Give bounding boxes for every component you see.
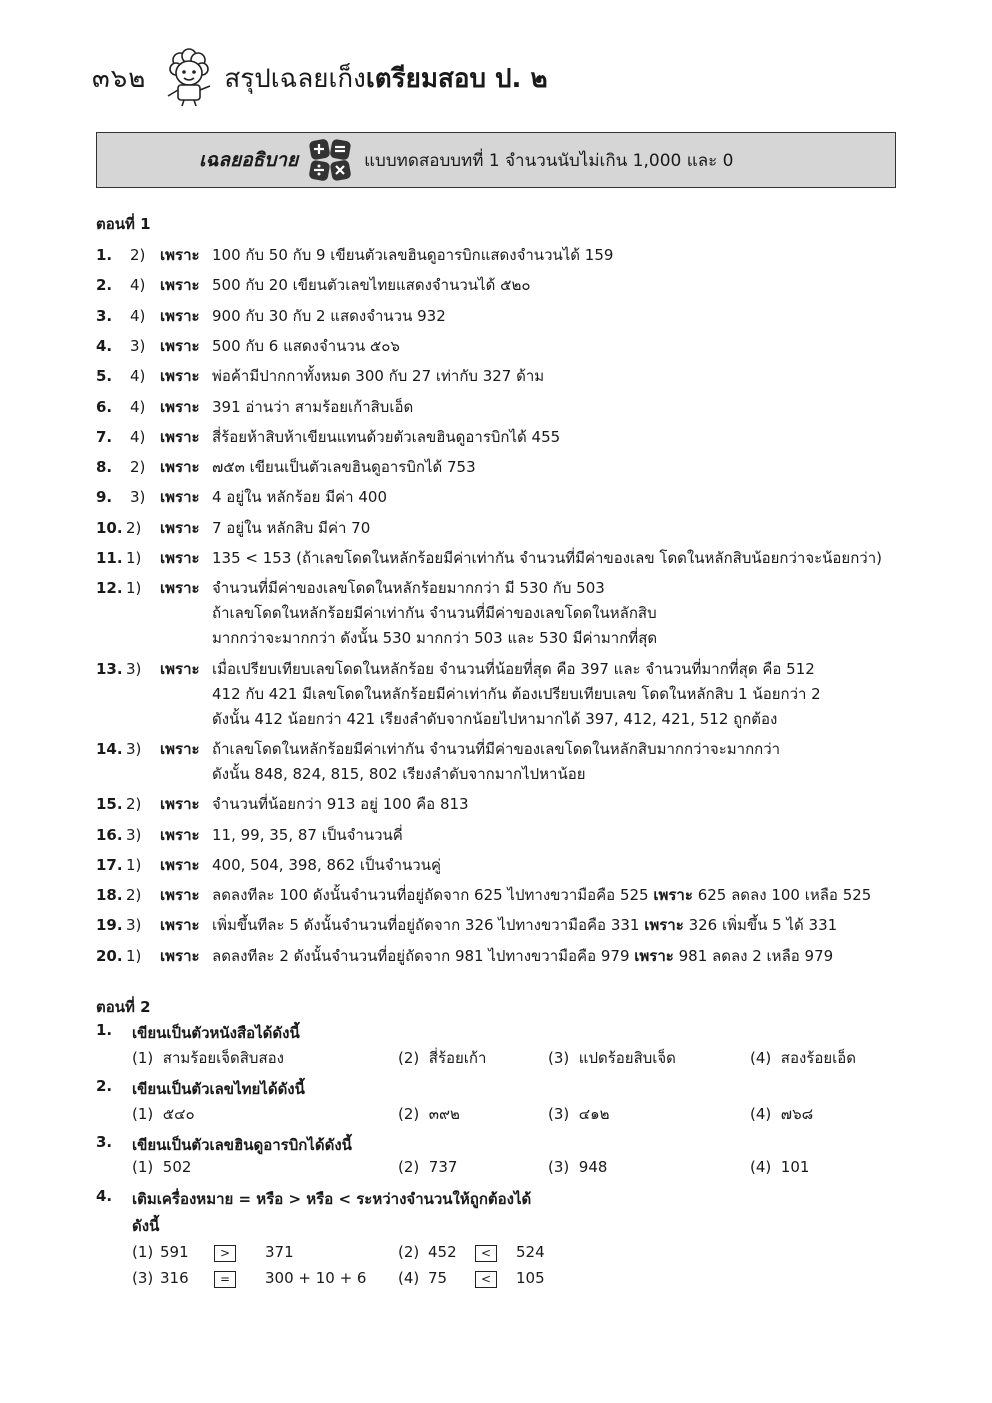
explanation-line: 4 อยู่ใน หลักร้อย มีค่า 400	[212, 488, 387, 507]
answer-choice: 4)	[130, 397, 146, 416]
section-banner	[96, 132, 896, 188]
answer-choice: 4)	[130, 276, 146, 295]
item-number: 18.	[96, 886, 123, 905]
item-number: 15.	[96, 795, 123, 814]
answer-1: (1) สามร้อยเจ็ดสิบสอง	[132, 1049, 284, 1067]
item-number: 12.	[96, 579, 123, 598]
explanation-line: ๗๕๓ เขียนเป็นตัวเลขฮินดูอารบิกได้ 753	[212, 458, 476, 477]
explanation-line: พ่อค้ามีปากกาทั้งหมด 300 กับ 27 เท่ากับ 327 ด้าม	[212, 367, 545, 386]
explanation-line: เมื่อเปรียบเทียบเลขโดดในหลักร้อย จำนวนที่น้อยที่สุด คือ 397 และ จำนวนที่มากที่สุด คือ 512	[212, 659, 815, 678]
mascot-icon	[160, 48, 218, 108]
answer-choice: 3)	[130, 336, 146, 355]
explanation-line: ดังนั้น 412 น้อยกว่า 421 เรียงลำดับจากน้อยไปหามากได้ 397, 412, 421, 512 ถูกต้อง	[212, 709, 778, 728]
item-number: 10.	[96, 518, 123, 537]
math-symbols-icon	[304, 138, 356, 182]
item-number: 2.	[96, 276, 113, 295]
item-number: 8.	[96, 458, 113, 477]
question-number: 4.	[96, 1187, 113, 1205]
answer-right: 105	[516, 1269, 545, 1287]
explanation-line: ถ้าเลขโดดในหลักร้อยมีค่าเท่ากัน จำนวนที่มีค่าของเลขโดดในหลักสิบ	[212, 604, 657, 623]
answer-choice: 2)	[126, 886, 142, 905]
answer-label: (1)	[132, 1243, 154, 1261]
question-title: เติมเครื่องหมาย = หรือ > หรือ < ระหว่างจำนวนให้ถูกต้องได้	[132, 1190, 532, 1208]
explanation-line: 11, 99, 35, 87 เป็นจำนวนคี่	[212, 825, 403, 844]
question-title: เขียนเป็นตัวหนังสือได้ดังนี้	[132, 1024, 300, 1042]
because-label: เพราะ	[160, 579, 200, 598]
answer-3: (3) ๔๑๒	[548, 1105, 610, 1123]
answer-2: (2) 737	[398, 1158, 458, 1176]
answer-choice: 1)	[126, 855, 142, 874]
answer-choice: 3)	[130, 488, 146, 507]
item-number: 17.	[96, 855, 123, 874]
because-label: เพราะ	[160, 276, 200, 295]
answer-choice: 2)	[130, 458, 146, 477]
answer-choice: 2)	[126, 518, 142, 537]
question-number: 1.	[96, 1021, 113, 1039]
answer-choice: 3)	[126, 825, 142, 844]
because-label: เพราะ	[160, 246, 200, 264]
answer-4: (4) สองร้อยเอ็ด	[750, 1049, 857, 1067]
comparison-symbol-box: <	[475, 1271, 497, 1288]
answer-label: (3)	[132, 1269, 154, 1287]
because-label: เพราะ	[160, 336, 200, 355]
answer-2: (2) สี่ร้อยเก้า	[398, 1049, 487, 1067]
comparison-symbol-box: <	[475, 1245, 497, 1262]
explanation-line: 500 กับ 6 แสดงจำนวน ๕๐๖	[212, 336, 400, 355]
explanation-line: มากกว่าจะมากกว่า ดังนั้น 530 มากกว่า 503 และ 530 มีค่ามากที่สุด	[212, 629, 658, 648]
explanation-line: 100 กับ 50 กับ 9 เขียนตัวเลขฮินดูอารบิกแสดงจำนวนได้ 159	[212, 246, 614, 264]
item-number: 3.	[96, 306, 113, 325]
because-label: เพราะ	[160, 518, 200, 537]
comparison-symbol-box: >	[214, 1245, 236, 1262]
answer-3: (3) แปดร้อยสิบเจ็ด	[548, 1049, 676, 1067]
because-label: เพราะ	[160, 549, 200, 567]
answer-choice: 1)	[126, 549, 142, 567]
item-number: 6.	[96, 397, 113, 416]
answer-right: 371	[265, 1243, 294, 1261]
explanation-line: 7 อยู่ใน หลักสิบ มีค่า 70	[212, 518, 371, 537]
answer-left: 75	[428, 1269, 448, 1287]
because-label: เพราะ	[634, 946, 674, 965]
answer-choice: 4)	[130, 367, 146, 386]
question-title: เขียนเป็นตัวเลขฮินดูอารบิกได้ดังนี้	[132, 1136, 352, 1154]
answer-left: 452	[428, 1243, 457, 1261]
explanation-line: จำนวนที่น้อยกว่า 913 อยู่ 100 คือ 813	[212, 795, 469, 814]
answer-right: 524	[516, 1243, 545, 1261]
explanation-line: เพิ่มขึ้นทีละ 5 ดังนั้นจำนวนที่อยู่ถัดจาก 326 ไปทางขวามือคือ 331 เพราะ 326 เพิ่มขึ้น 5 ได้ 331	[212, 916, 838, 935]
question-number: 2.	[96, 1077, 113, 1095]
because-label: เพราะ	[160, 659, 200, 678]
page-header-title: สรุปเฉลยเก็งเตรียมสอบ ป. ๒	[224, 63, 548, 94]
explanation-line: 135 < 153 (ถ้าเลขโดดในหลักร้อยมีค่าเท่ากัน จำนวนที่มีค่าของเลข โดดในหลักสิบน้อยกว่าจะน้อยกว่า)	[212, 549, 882, 567]
answer-choice: 1)	[126, 946, 142, 965]
answer-choice: 3)	[126, 659, 142, 678]
item-number: 20.	[96, 946, 123, 965]
explanation-line: สี่ร้อยห้าสิบห้าเขียนแทนด้วยตัวเลขฮินดูอารบิกได้ 455	[212, 427, 561, 446]
because-label: เพราะ	[160, 488, 200, 507]
explanation-line: จำนวนที่มีค่าของเลขโดดในหลักร้อยมากกว่า มี 530 กับ 503	[212, 579, 605, 598]
explanation-line: 391 อ่านว่า สามร้อยเก้าสิบเอ็ด	[212, 397, 414, 416]
item-number: 9.	[96, 488, 113, 507]
answer-choice: 2)	[126, 795, 142, 814]
answer-1: (1) ๕๔๐	[132, 1105, 195, 1123]
answer-3: (3) 948	[548, 1158, 608, 1176]
item-number: 19.	[96, 916, 123, 935]
because-label: เพราะ	[653, 886, 693, 905]
item-number: 7.	[96, 427, 113, 446]
part1-heading: ตอนที่ 1	[96, 215, 151, 233]
item-number: 11.	[96, 549, 123, 567]
because-label: เพราะ	[160, 739, 200, 758]
because-label: เพราะ	[160, 855, 200, 874]
explanation-line: 412 กับ 421 มีเลขโดดในหลักร้อยมีค่าเท่ากัน ต้องเปรียบเทียบเลข โดดในหลักสิบ 1 น้อยกว่า 2	[212, 684, 821, 703]
because-label: เพราะ	[160, 397, 200, 416]
answer-label: (4)	[398, 1269, 420, 1287]
because-label: เพราะ	[160, 458, 200, 477]
explanation-line: 400, 504, 398, 862 เป็นจำนวนคู่	[212, 855, 441, 874]
answer-label: (2)	[398, 1243, 420, 1261]
question-title-cont: ดังนี้	[132, 1217, 160, 1235]
because-label: เพราะ	[160, 306, 200, 325]
explanation-line: ถ้าเลขโดดในหลักร้อยมีค่าเท่ากัน จำนวนที่มีค่าของเลขโดดในหลักสิบมากกว่าจะมากกว่า	[212, 739, 781, 758]
part2-heading: ตอนที่ 2	[96, 998, 151, 1016]
answer-choice: 3)	[126, 916, 142, 935]
because-label: เพราะ	[160, 367, 200, 386]
answer-2: (2) ๓๙๒	[398, 1105, 460, 1123]
banner-subtitle: แบบทดสอบบทที่ 1 จำนวนนับไม่เกิน 1,000 และ 0	[364, 150, 734, 171]
answer-choice: 4)	[130, 427, 146, 446]
item-number: 1.	[96, 246, 113, 264]
item-number: 16.	[96, 825, 123, 844]
answer-left: 591	[160, 1243, 189, 1261]
item-number: 4.	[96, 336, 113, 355]
answer-4: (4) ๗๖๘	[750, 1105, 814, 1123]
item-number: 13.	[96, 659, 123, 678]
banner-title: เฉลยอธิบาย	[199, 149, 299, 171]
answer-choice: 4)	[130, 306, 146, 325]
page-header	[92, 48, 548, 108]
explanation-line: ดังนั้น 848, 824, 815, 802 เรียงลำดับจากมากไปหาน้อย	[212, 764, 586, 783]
explanation-line: 900 กับ 30 กับ 2 แสดงจำนวน 932	[212, 306, 446, 325]
answer-choice: 1)	[126, 579, 142, 598]
because-label: เพราะ	[160, 916, 200, 935]
explanation-line: ลดลงทีละ 100 ดังนั้นจำนวนที่อยู่ถัดจาก 625 ไปทางขวามือคือ 525 เพราะ 625 ลดลง 100 เหลือ 525	[212, 886, 872, 905]
because-label: เพราะ	[644, 916, 684, 935]
item-number: 5.	[96, 367, 113, 386]
because-label: เพราะ	[160, 795, 200, 814]
because-label: เพราะ	[160, 886, 200, 905]
answer-choice: 3)	[126, 739, 142, 758]
explanation-line: 500 กับ 20 เขียนตัวเลขไทยแสดงจำนวนได้ ๕๒๐	[212, 276, 531, 295]
because-label: เพราะ	[160, 825, 200, 844]
answer-1: (1) 502	[132, 1158, 192, 1176]
because-label: เพราะ	[160, 946, 200, 965]
question-number: 3.	[96, 1133, 113, 1151]
comparison-symbol-box: =	[214, 1271, 236, 1288]
answer-choice: 2)	[130, 246, 146, 264]
because-label: เพราะ	[160, 427, 200, 446]
explanation-line: ลดลงทีละ 2 ดังนั้นจำนวนที่อยู่ถัดจาก 981 ไปทางขวามือคือ 979 เพราะ 981 ลดลง 2 เหลือ 979	[212, 946, 834, 965]
answer-right: 300 + 10 + 6	[265, 1269, 367, 1287]
answer-left: 316	[160, 1269, 189, 1287]
item-number: 14.	[96, 739, 123, 758]
answer-4: (4) 101	[750, 1158, 810, 1176]
question-title: เขียนเป็นตัวเลขไทยได้ดังนี้	[132, 1080, 305, 1098]
page-number: ๓๖๒	[92, 63, 147, 94]
